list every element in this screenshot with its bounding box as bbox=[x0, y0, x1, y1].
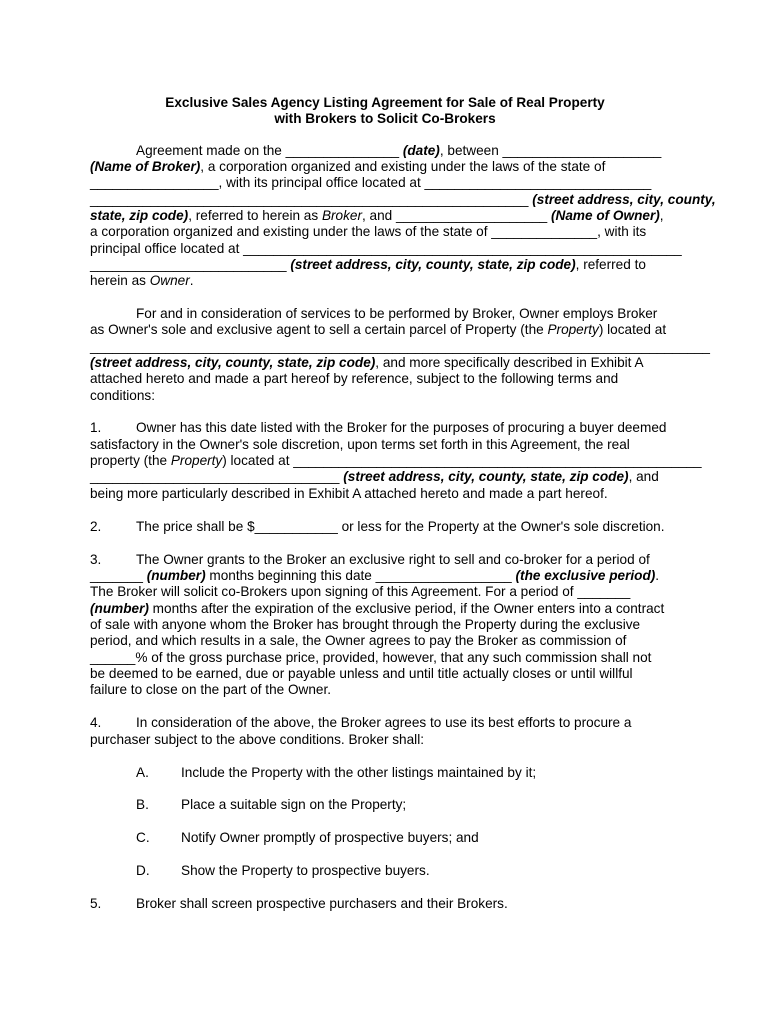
intro-text: , and ____________________ bbox=[362, 208, 551, 223]
intro-text: Agreement made on the _______________ bbox=[136, 143, 403, 158]
intro-field-label: (street address, city, county, state, zip code) bbox=[290, 257, 576, 272]
section-3-text: months after the expiration of the exclusive period, if the Owner enters into a contract bbox=[148, 601, 665, 616]
section-3-line: ______% of the gross purchase price, provided, however, that any such commission shall not bbox=[90, 650, 652, 665]
section-3-line: of sale with anyone whom the Broker has brought through the Property during the exclusive bbox=[90, 617, 641, 632]
section-3-field-label: (number) bbox=[90, 601, 149, 616]
section-1-line bbox=[90, 469, 659, 486]
consideration-line: conditions: bbox=[90, 388, 155, 403]
intro-text: , referred to herein as bbox=[188, 208, 322, 223]
section-1-field-label: (street address, city, county, state, zip code) bbox=[343, 469, 629, 484]
section-3-line: The Owner grants to the Broker an exclusive right to sell and co-broker for a period of bbox=[136, 552, 650, 567]
section-1-text: property (the bbox=[90, 453, 171, 468]
section-3-field-label: (the exclusive period) bbox=[515, 568, 656, 583]
intro-text: . bbox=[189, 273, 194, 288]
section-number: 4. bbox=[90, 715, 102, 730]
list-item-text: Notify Owner promptly of prospective buyers; and bbox=[181, 830, 479, 845]
intro-text: __________________________ bbox=[90, 257, 291, 272]
section-1-text: _________________________________ bbox=[90, 469, 344, 484]
section-3-text: _______ bbox=[90, 568, 147, 583]
document-title-line-1: Exclusive Sales Agency Listing Agreement for Sale of Real Property bbox=[165, 95, 605, 110]
section-1-line bbox=[90, 453, 702, 470]
document-title-line-2: with Brokers to Solicit Co-Brokers bbox=[274, 111, 496, 126]
intro-text: , a corporation organized and existing under the laws of the state of bbox=[200, 159, 606, 174]
section-1-line: Owner has this date listed with the Broker for the purposes of procuring a buyer deemed bbox=[136, 420, 667, 435]
intro-text: __________________________________________________________ bbox=[90, 192, 533, 207]
list-item-text: Show the Property to prospective buyers. bbox=[181, 863, 430, 878]
intro-line bbox=[90, 257, 646, 274]
list-item-letter: A. bbox=[136, 765, 149, 780]
section-4-line: purchaser subject to the above conditions. Broker shall: bbox=[90, 732, 424, 747]
intro-line bbox=[90, 159, 605, 176]
intro-defined-term: Owner bbox=[149, 273, 190, 288]
section-4-line: In consideration of the above, the Broker agrees to use its best efforts to procure a bbox=[136, 715, 632, 730]
intro-line bbox=[136, 143, 661, 160]
consideration-text: ) located at bbox=[598, 322, 667, 337]
section-1-defined-term: Property bbox=[170, 453, 223, 468]
section-3-line bbox=[90, 601, 664, 618]
consideration-text: as Owner's sole and exclusive agent to sell a certain parcel of Property (the bbox=[90, 322, 548, 337]
intro-line: _________________, with its principal office located at ______________________________ bbox=[90, 175, 652, 190]
intro-defined-term: Broker bbox=[321, 208, 362, 223]
section-5-line: Broker shall screen prospective purchasers and their Brokers. bbox=[136, 896, 508, 911]
intro-text: , referred to bbox=[575, 257, 646, 272]
section-1-line: being more particularly described in Exhibit A attached hereto and made a part hereof. bbox=[90, 486, 608, 501]
consideration-field-label: (street address, city, county, state, zip code) bbox=[90, 355, 376, 370]
section-3-line: be deemed to be earned, due or payable unless and until title actually closes or until willful bbox=[90, 666, 633, 681]
consideration-defined-term: Property bbox=[547, 322, 599, 337]
list-item-letter: B. bbox=[136, 797, 149, 812]
intro-text: , between _____________________ bbox=[439, 143, 662, 158]
section-number: 2. bbox=[90, 519, 102, 534]
intro-field-label: (Name of Broker) bbox=[90, 159, 201, 174]
section-1-line: satisfactory in the Owner's sole discretion, upon terms set forth in this Agreement, the real bbox=[90, 437, 630, 452]
consideration-line bbox=[90, 322, 666, 339]
section-3-line: period, and which results in a sale, the Owner agrees to pay the Broker as commission of bbox=[90, 633, 627, 648]
section-1-text: ) located at ______________________________________________________ bbox=[222, 453, 702, 468]
section-1-text: , and bbox=[628, 469, 659, 484]
intro-line bbox=[90, 192, 716, 209]
intro-line: principal office located at __________________________________________________________ bbox=[90, 241, 682, 256]
intro-text: herein as bbox=[90, 273, 150, 288]
section-number: 5. bbox=[90, 896, 102, 911]
section-3-text: . bbox=[655, 568, 660, 583]
section-3-text: months beginning this date __________________ bbox=[205, 568, 516, 583]
list-item-text: Place a suitable sign on the Property; bbox=[181, 797, 407, 812]
intro-field-label: (Name of Owner) bbox=[551, 208, 660, 223]
consideration-line: attached hereto and made a part hereof by reference, subject to the following terms and bbox=[90, 371, 619, 386]
intro-line: a corporation organized and existing under the laws of the state of ______________, with its bbox=[90, 224, 647, 239]
consideration-line: __________________________________________________________________________________ bbox=[90, 339, 710, 354]
section-number: 3. bbox=[90, 552, 102, 567]
list-item-text: Include the Property with the other listings maintained by it; bbox=[181, 765, 537, 780]
intro-line bbox=[90, 273, 194, 290]
intro-field-label: (street address, city, county, bbox=[532, 192, 716, 207]
intro-field-label: (date) bbox=[402, 143, 440, 158]
section-3-line bbox=[90, 568, 659, 585]
section-3-line: failure to close on the part of the Owner. bbox=[90, 682, 332, 697]
section-2-line: The price shall be $___________ or less for the Property at the Owner's sole discretion. bbox=[136, 519, 665, 534]
intro-line bbox=[90, 208, 664, 225]
list-item-letter: D. bbox=[136, 863, 150, 878]
consideration-text: , and more specifically described in Exhibit A bbox=[375, 355, 644, 370]
consideration-line bbox=[90, 355, 644, 372]
section-3-field-label: (number) bbox=[146, 568, 206, 583]
section-number: 1. bbox=[90, 420, 102, 435]
consideration-line: For and in consideration of services to be performed by Broker, Owner employs Broker bbox=[136, 306, 658, 321]
section-3-line: The Broker will solicit co-Brokers upon signing of this Agreement. For a period of _______ bbox=[90, 584, 631, 599]
intro-field-label: state, zip code) bbox=[90, 208, 189, 223]
list-item-letter: C. bbox=[136, 830, 150, 845]
intro-text: , bbox=[659, 208, 664, 223]
